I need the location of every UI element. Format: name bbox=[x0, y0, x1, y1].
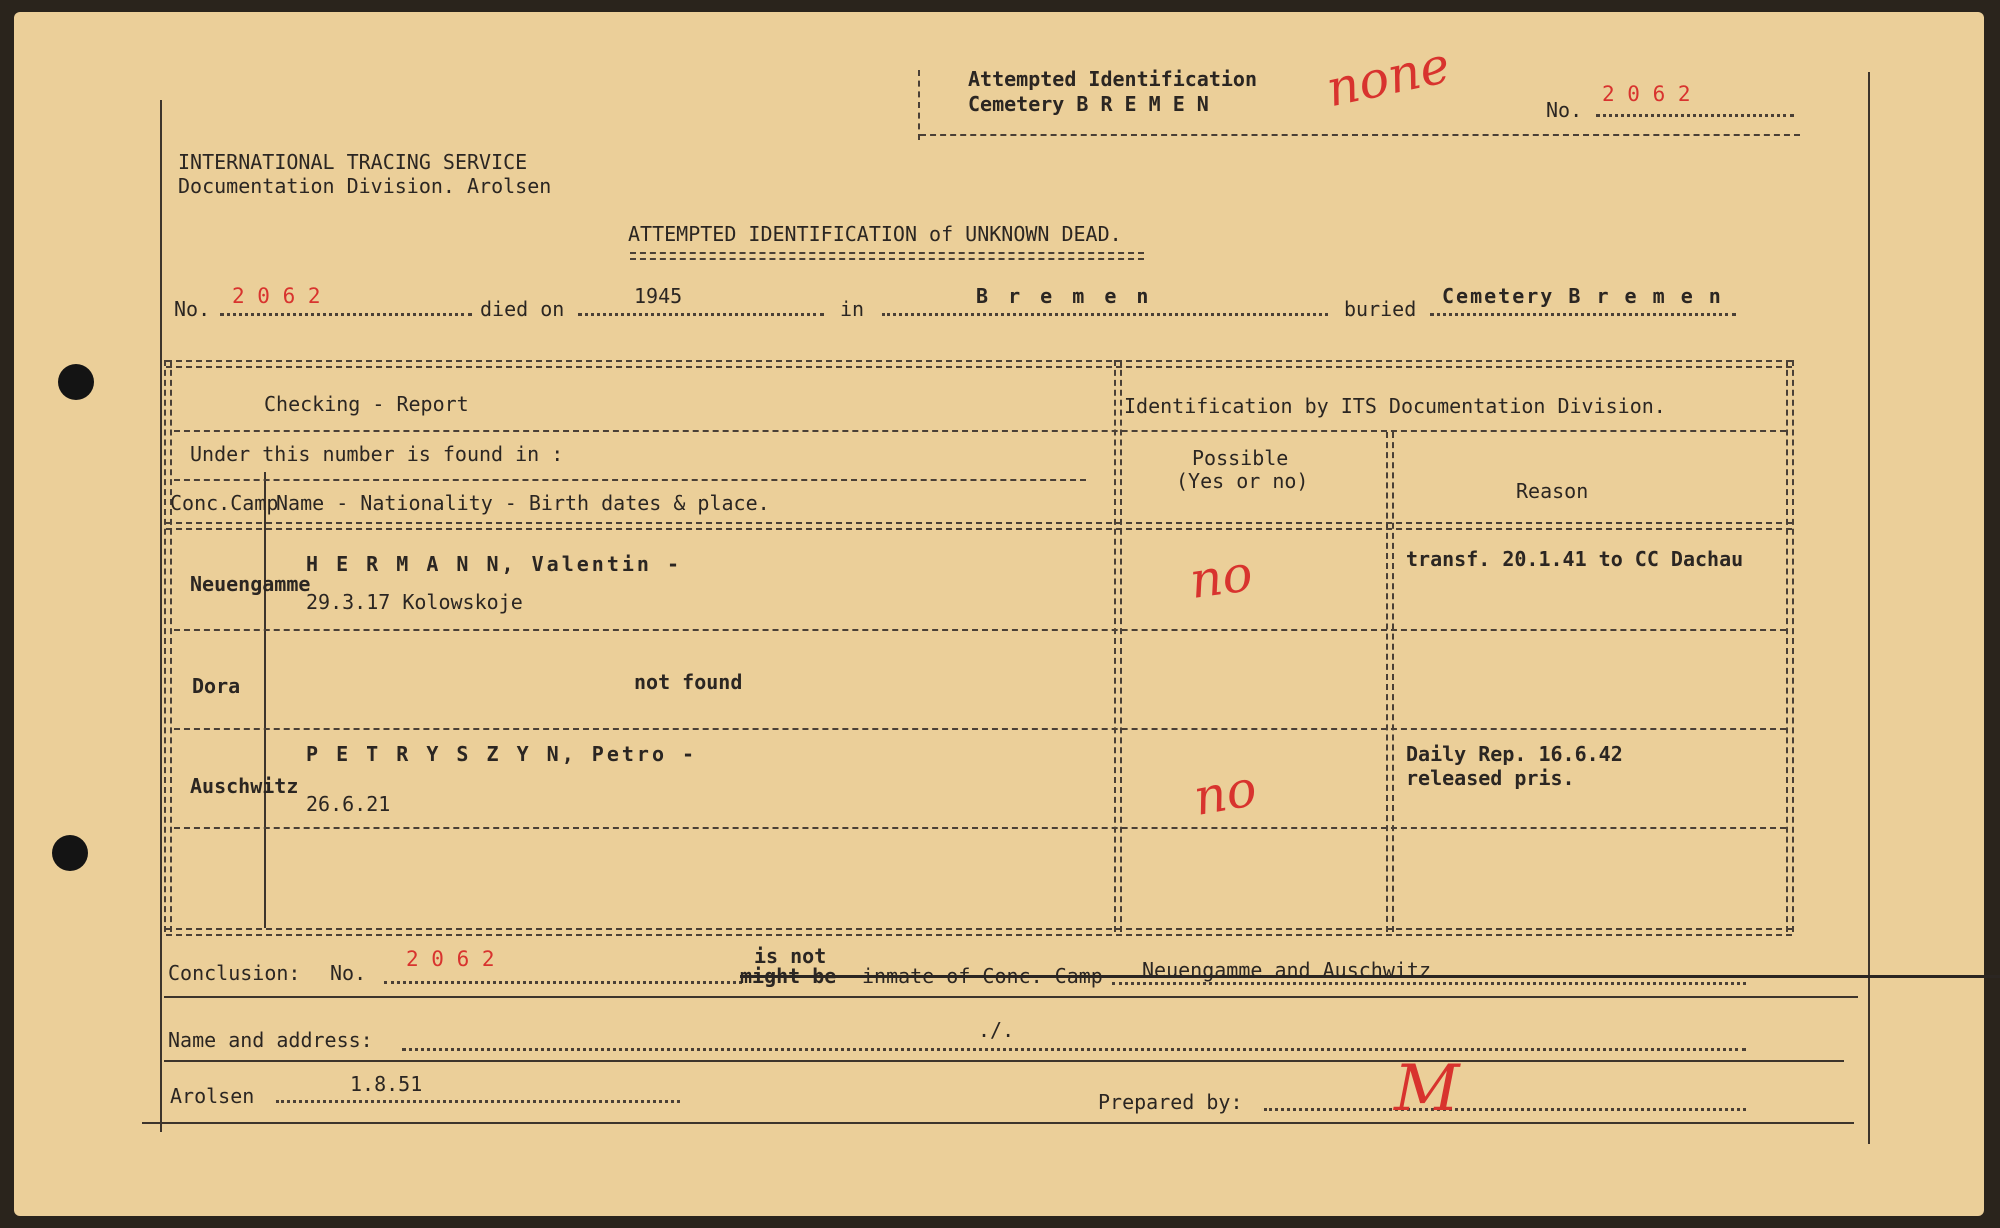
footer-rule bbox=[142, 1122, 1854, 1124]
row3-bottom bbox=[174, 827, 1786, 829]
header-box-line2: Cemetery B R E M E N bbox=[968, 92, 1209, 116]
row1-possible: no bbox=[1186, 543, 1257, 611]
table-top-border bbox=[166, 360, 1792, 368]
page-title: ATTEMPTED IDENTIFICATION of UNKNOWN DEAD. bbox=[628, 222, 1122, 246]
burial-dots bbox=[1430, 313, 1736, 316]
under-number-line bbox=[174, 479, 1086, 481]
conclusion-is-not: is not bbox=[754, 944, 827, 968]
name-address-rule bbox=[164, 1060, 1844, 1062]
burial-place: Cemetery B r e m e n bbox=[1442, 284, 1723, 308]
buried-label: buried bbox=[1344, 297, 1417, 321]
document-date: 1.8.51 bbox=[350, 1072, 423, 1096]
row1-name: H E R M A N N, Valentin - bbox=[306, 552, 683, 576]
header-box-bottom bbox=[920, 134, 1800, 136]
conclusion-label: Conclusion: bbox=[168, 961, 301, 985]
row3-reason-line1: Daily Rep. 16.6.42 bbox=[1406, 742, 1623, 766]
col-reason-header: Reason bbox=[1516, 479, 1589, 503]
header-box-line1: Attempted Identification bbox=[968, 67, 1257, 91]
died-on-value: 1945 bbox=[634, 284, 683, 308]
index-card bbox=[14, 12, 1984, 1216]
column-header-bottom bbox=[166, 522, 1792, 530]
row2-name: not found bbox=[634, 670, 743, 694]
name-address-value: ./. bbox=[978, 1018, 1015, 1042]
preparer-initial: M bbox=[1394, 1052, 1460, 1126]
row1-bottom bbox=[174, 629, 1786, 631]
under-number-text: Under this number is found in : bbox=[190, 442, 564, 466]
conclusion-camps: Neuengamme and Auschwitz bbox=[1142, 958, 1431, 982]
handwritten-note: none bbox=[1321, 35, 1455, 119]
conclusion-struck-text: might be bbox=[740, 964, 2000, 988]
row3-possible: no bbox=[1189, 759, 1261, 827]
died-on-dots bbox=[578, 313, 824, 316]
row1-birth: 29.3.17 Kolowskoje bbox=[306, 590, 523, 614]
row1-camp: Neuengamme bbox=[190, 572, 311, 596]
table-middle-divider bbox=[1114, 360, 1122, 932]
col-name-header: Name - Nationality - Birth dates & place. bbox=[276, 491, 770, 515]
org-name: INTERNATIONAL TRACING SERVICE bbox=[178, 150, 528, 174]
place-of-death: B r e m e n bbox=[976, 284, 1153, 308]
table-right-border bbox=[1786, 360, 1794, 932]
conclusion-rule bbox=[164, 996, 1858, 998]
col-camp-header: Conc.Camp bbox=[170, 491, 279, 515]
col-possible-header-1: Possible bbox=[1192, 446, 1289, 470]
name-address-dots bbox=[402, 1048, 1746, 1051]
row3-name: P E T R Y S Z Y N, Petro - bbox=[306, 742, 698, 766]
place-label: Arolsen bbox=[170, 1084, 255, 1108]
record-no-value: 2 0 6 2 bbox=[232, 284, 321, 308]
possible-reason-divider bbox=[1386, 432, 1394, 932]
record-no-label: No. bbox=[174, 297, 211, 321]
table-bottom-border bbox=[166, 928, 1792, 936]
table-left-border bbox=[164, 360, 172, 932]
identification-header: Identification by ITS Documentation Division. bbox=[1124, 394, 1666, 418]
date-dots bbox=[276, 1100, 680, 1103]
header-no-label: No. bbox=[1546, 98, 1583, 122]
conclusion-no-label: No. bbox=[330, 961, 367, 985]
prepared-by-label: Prepared by: bbox=[1098, 1090, 1243, 1114]
row3-camp: Auschwitz bbox=[190, 774, 299, 798]
row3-reason-line2: released pris. bbox=[1406, 766, 1575, 790]
row2-bottom bbox=[174, 728, 1786, 730]
checking-report-header: Checking - Report bbox=[264, 392, 469, 416]
punch-hole-bottom bbox=[52, 835, 88, 871]
header-row-line bbox=[174, 430, 1786, 432]
row2-camp: Dora bbox=[192, 674, 241, 698]
row3-birth: 26.6.21 bbox=[306, 792, 391, 816]
conclusion-no-value: 2 0 6 2 bbox=[406, 947, 495, 971]
header-box-left bbox=[918, 70, 920, 140]
conclusion-inmate-text: inmate of Conc. Camp bbox=[862, 964, 1103, 988]
died-on-label: died on bbox=[480, 297, 565, 321]
conclusion-camps-dots bbox=[1112, 982, 1746, 985]
frame-left bbox=[160, 100, 162, 1132]
conclusion-no-dots bbox=[384, 981, 742, 984]
in-label: in bbox=[840, 297, 865, 321]
header-no-dots bbox=[1596, 114, 1794, 117]
prepared-by-dots bbox=[1264, 1108, 1746, 1111]
place-dots bbox=[882, 313, 1328, 316]
name-address-label: Name and address: bbox=[168, 1028, 373, 1052]
header-no-value: 2 0 6 2 bbox=[1602, 82, 1691, 106]
camp-name-divider bbox=[264, 472, 266, 928]
title-underline bbox=[630, 252, 1144, 260]
record-no-dots bbox=[220, 313, 472, 316]
org-division: Documentation Division. Arolsen bbox=[178, 174, 552, 198]
punch-hole-top bbox=[58, 364, 94, 400]
row1-reason: transf. 20.1.41 to CC Dachau bbox=[1406, 547, 1744, 571]
col-possible-header-2: (Yes or no) bbox=[1176, 469, 1309, 493]
